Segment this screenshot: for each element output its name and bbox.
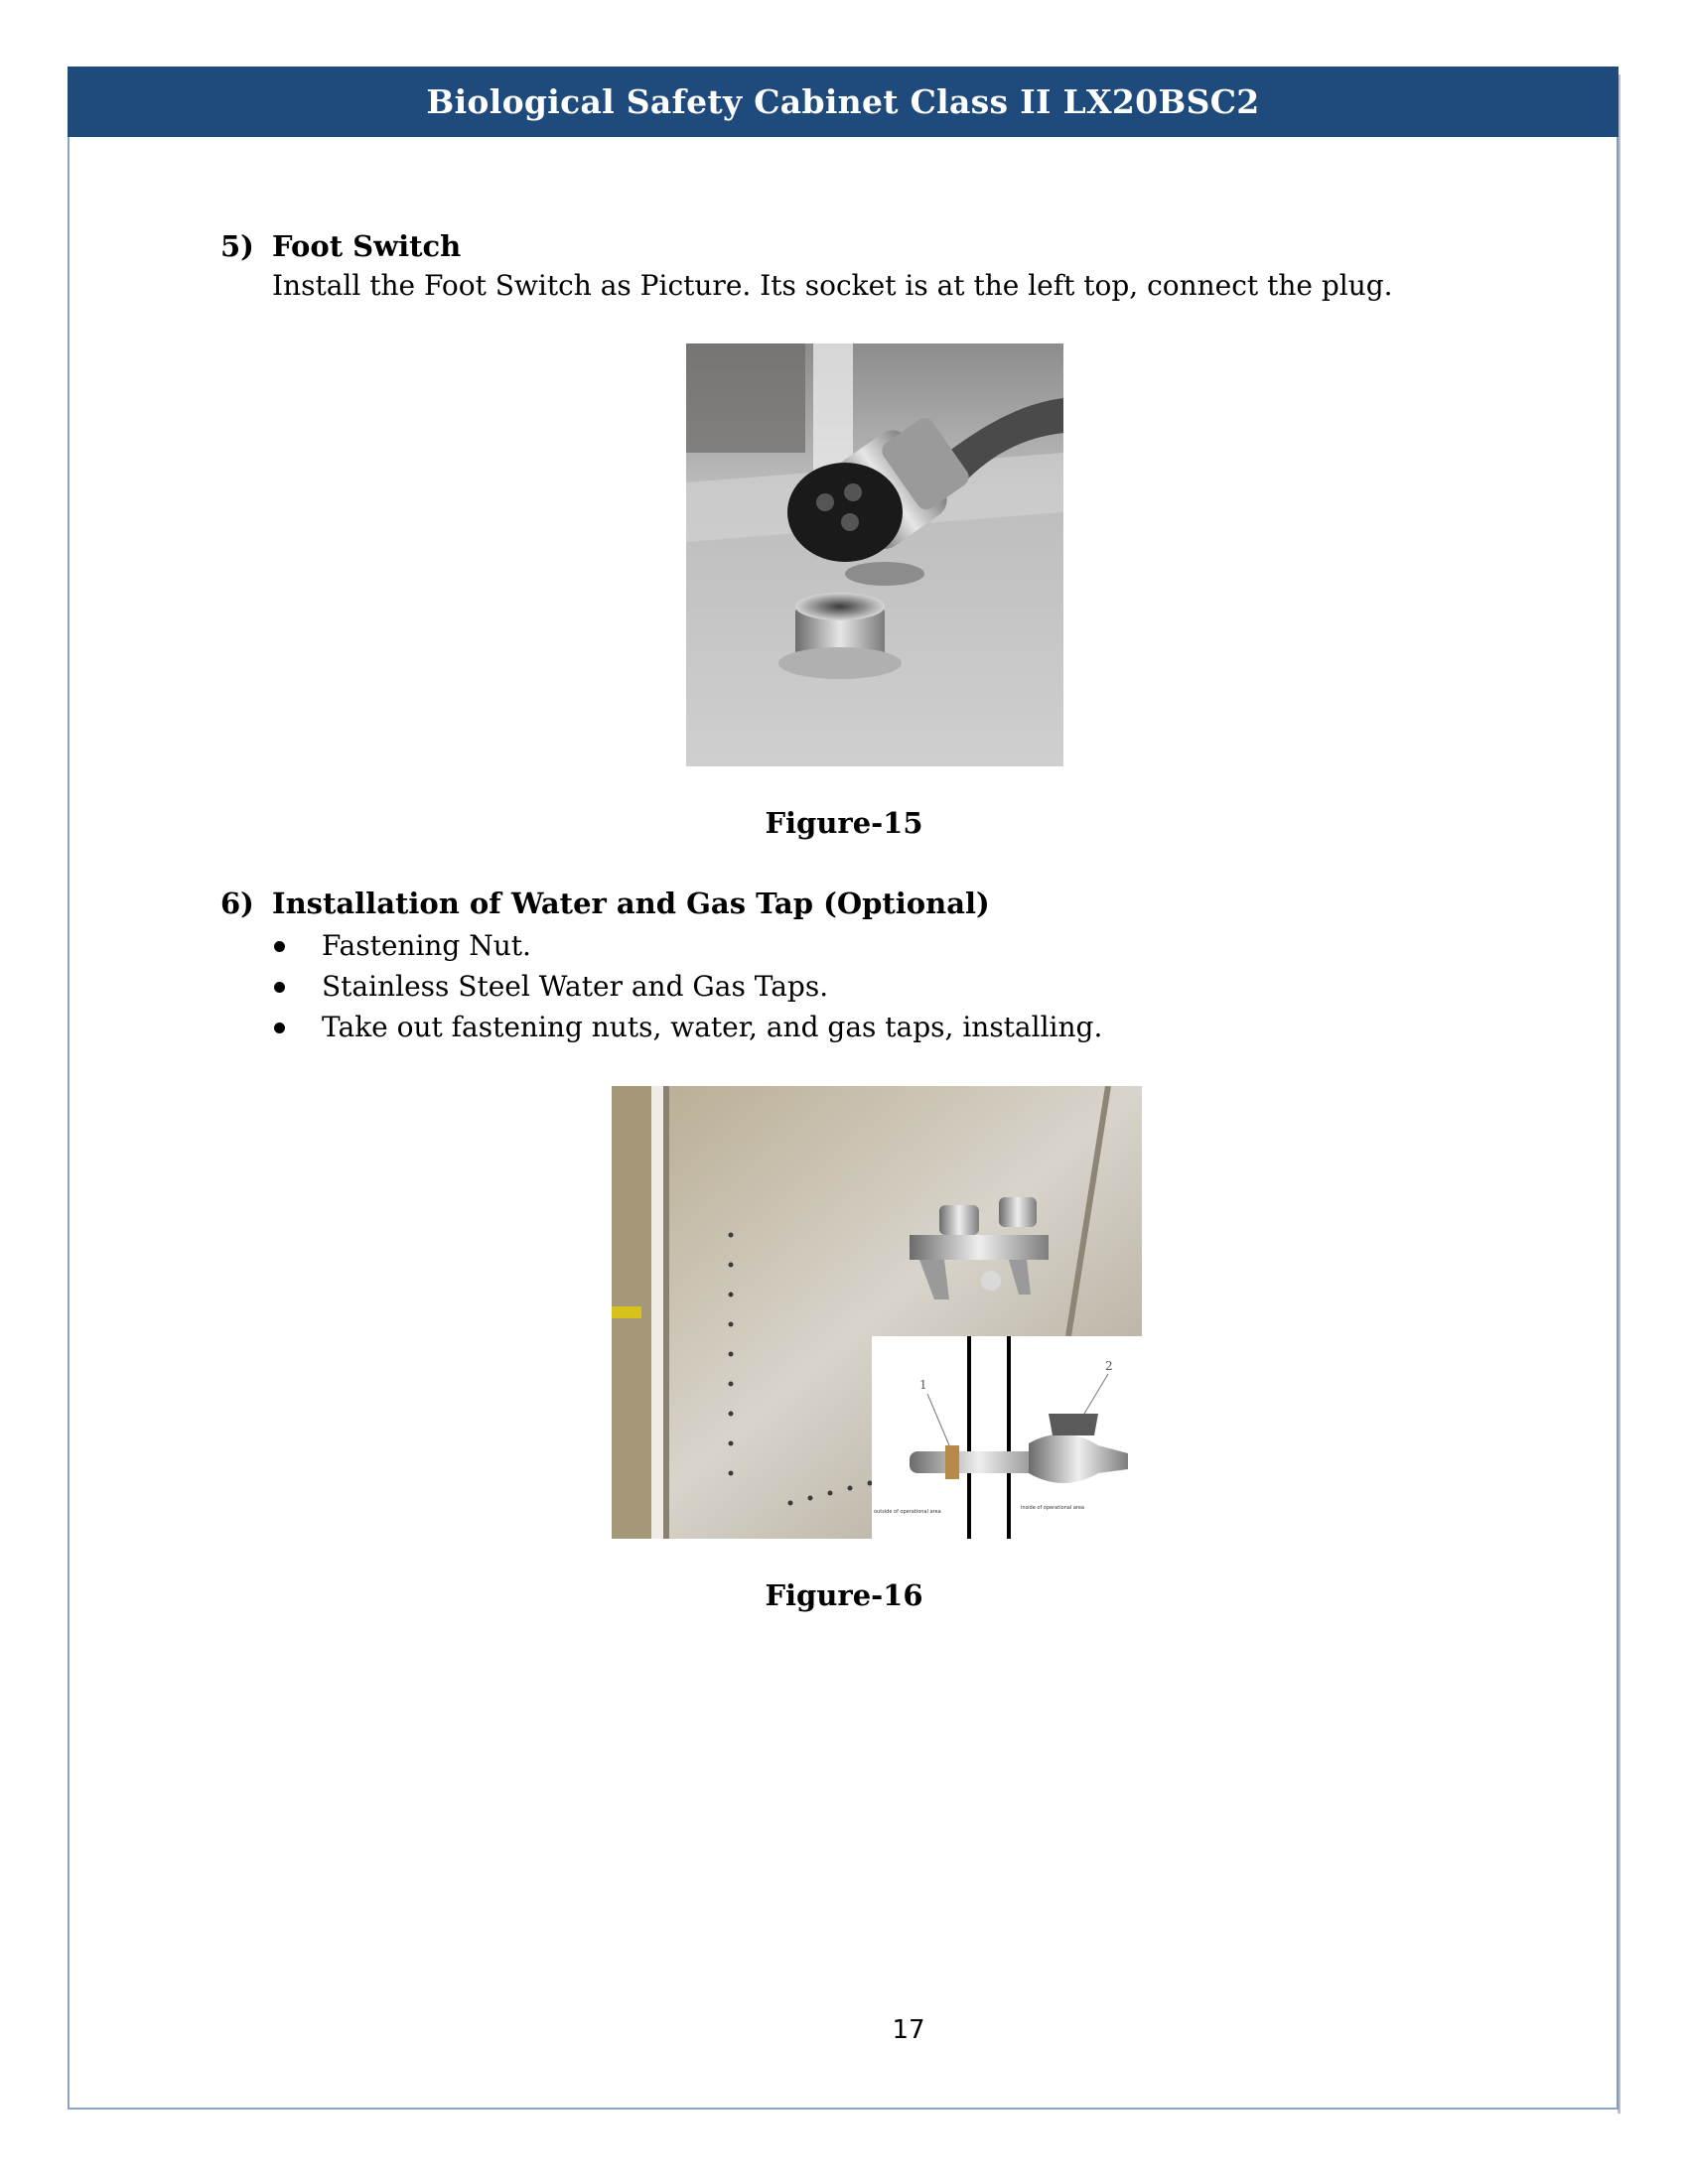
section-6-bullet-list [272,925,1102,1047]
section-6-title: Installation of Water and Gas Tap (Optional) [272,887,990,920]
section-5-title: Foot Switch [272,229,462,263]
callout-2: 2 [1105,1359,1113,1373]
list-item: Stainless Steel Water and Gas Taps. [272,966,1102,1007]
section-6-number: 6) [220,887,254,920]
callout-1: 1 [919,1378,927,1392]
page-number: 17 [892,2015,925,2045]
section-6-heading [220,884,990,923]
document-title: Biological Safety Cabinet Class II LX20BSC2 [426,82,1260,121]
label-outside-operational-area: outside of operational area [874,1509,941,1515]
header-bar [68,67,1618,137]
list-item: Take out fastening nuts, water, and gas taps, installing. [272,1007,1102,1047]
figure-16-caption: Figure-16 [765,1578,923,1612]
section-5-text: Install the Foot Switch as Picture. Its socket is at the left top, connect the plug. [272,269,1393,302]
figure-16-image [612,1086,1142,1539]
label-inside-operational-area: inside of operational area [1021,1505,1084,1511]
figure-15-caption: Figure-15 [765,806,923,840]
figure-15-image [686,343,1063,766]
list-item: Fastening Nut. [272,925,1102,966]
section-5-heading [220,226,461,266]
bullet-icon [274,1023,285,1033]
section-5-number: 5) [220,229,254,263]
bullet-icon [274,982,285,993]
bullet-icon [274,941,285,952]
